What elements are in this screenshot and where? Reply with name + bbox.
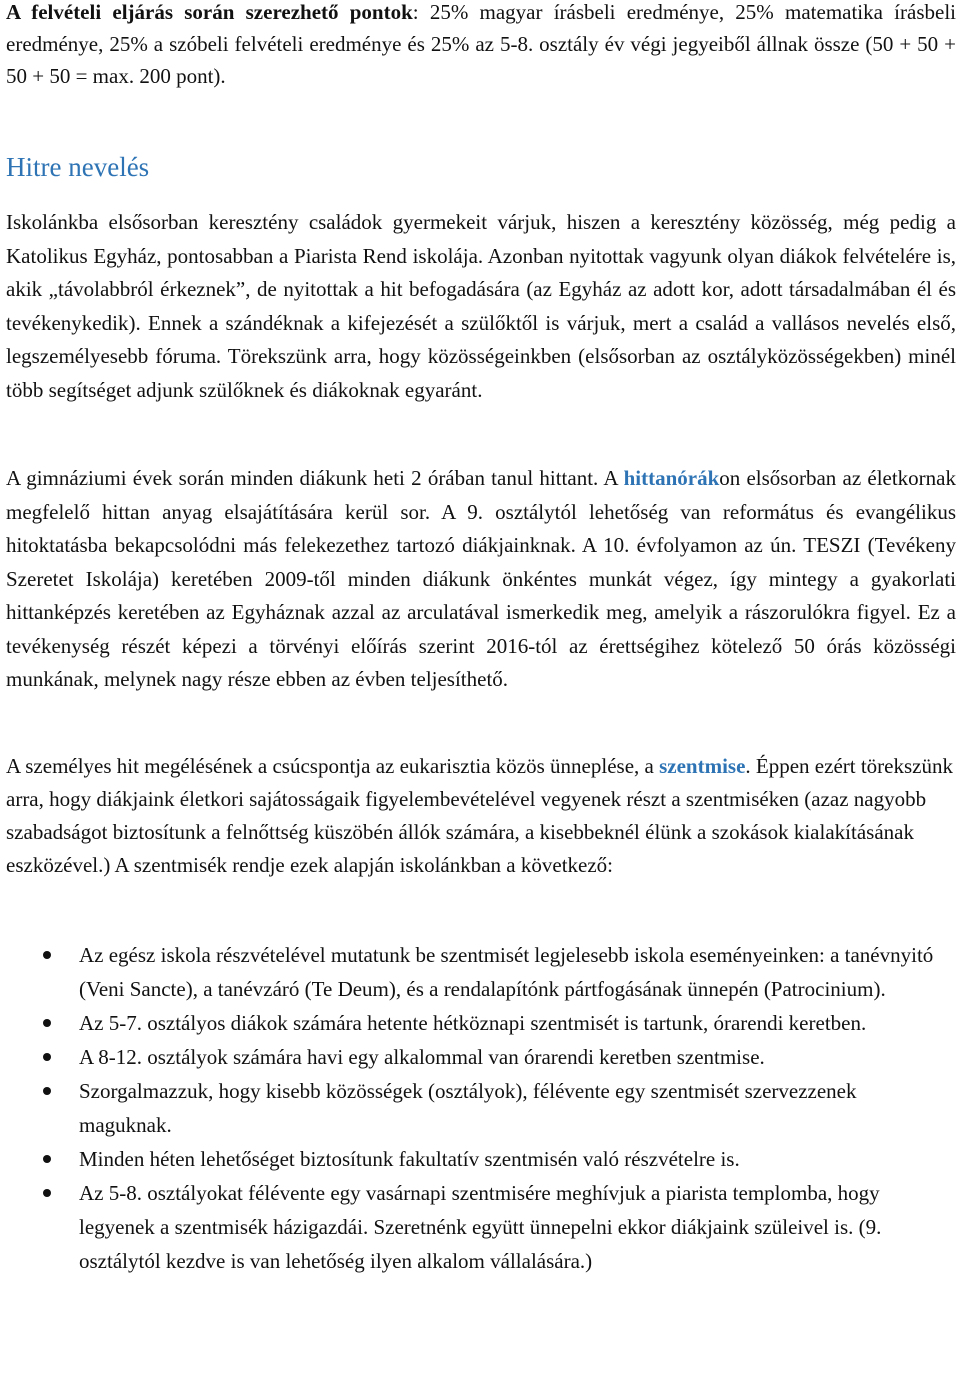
faith-education-paragraph: Iskolánkba elsősorban keresztény családok gyermekeit várjuk, hiszen a keresztény közösség, még pedig a Katolikus Egyház, pontosabban a Piarista Rend iskolája. Azonban nyitottak vagyunk olyan diákok felvételére is, akik „távolabbról érkeznek”, de nyitottak a hit befogadására (az Egyház az adott kor, adott társadalmában él és tevékenykedik). Ennek a szándéknak a kifejezését a szülőktől is várjuk, mert a család a vallásos nevelés első, legszemélyesebb fóruma. Törekszünk arra, hogy közösségeinkben (elsősorban az osztályközösségekben) minél több segítséget adjunk szülőknek és diákoknak egyaránt. bbox=[6, 210, 956, 402]
admission-points-lead: A felvételi eljárás során szerezhető pontok bbox=[6, 0, 413, 24]
list-item bbox=[6, 1040, 939, 1074]
section-heading: Hitre nevelés bbox=[6, 152, 150, 182]
list-item-text: A 8-12. osztályok számára havi egy alkalommal van órarendi keretben szentmise. bbox=[79, 1045, 765, 1069]
bullet-icon bbox=[43, 951, 51, 959]
mass-text-before: A személyes hit megélésének a csúcspontja az eukarisztia közös ünneplése, a bbox=[6, 754, 660, 778]
religion-classes-text-before: A gimnáziumi évek során minden diákunk heti 2 órában tanul hittant. A bbox=[6, 466, 624, 490]
list-item-text: Az egész iskola részvételével mutatunk be szentmisét legjelesebb iskola eseményeinken: a tanévnyitó (Veni Sancte), a tanévzáró (Te Deum), és a rendalapítónk pártfogásának ünnepén (Patrocinium). bbox=[79, 943, 934, 1001]
admission-points-text: : 25% magyar írásbeli eredménye, 25% matematika írásbeli eredménye, 25% a szóbeli felvételi eredménye és 25% az 5-8. osztály év végi jegyeiből állnak össze (50 + 50 + 50 + 50 = max. 200 pont). bbox=[6, 0, 956, 88]
list-item-text: Az 5-7. osztályos diákok számára hetente hétköznapi szentmisét is tartunk, órarendi keretben. bbox=[79, 1011, 867, 1035]
list-item-text: Szorgalmazzuk, hogy kisebb közösségek (osztályok), félévente egy szentmisét szervezzenek maguknak. bbox=[79, 1079, 857, 1137]
bullet-icon bbox=[43, 1189, 51, 1197]
szentmise-link[interactable]: szentmise bbox=[659, 754, 746, 778]
religion-classes-text-after: on elsősorban az életkornak megfelelő hittan anyag elsajátítására kerül sor. A 9. osztálytól lehetőség van református és evangélikus hitoktatásba bekapcsolódni más felekezethez tartozó diákjainknak. A 10. évfolyamon az ún. TESZI (Tevékeny Szeretet Iskolája) keretében 2009-től minden diákunk önkéntes munkát végez, így mintegy a gyakorlati hittanképzés keretében az Egyháznak azzal az arculatával ismerkedik meg, amelyik a rászorulókra figyel. Ez a tevékenység részét képezi a törvényi előírás szerint 2016-tól az érettségihez kötelező 50 órás közösségi munkának, melynek nagy része ebben az évben teljesíthető. bbox=[6, 466, 956, 691]
list-item-text: Minden héten lehetőséget biztosítunk fakultatív szentmisén való részvételre is. bbox=[79, 1147, 740, 1171]
list-item bbox=[6, 1142, 939, 1176]
bullet-icon bbox=[43, 1155, 51, 1163]
list-item bbox=[6, 1074, 939, 1142]
list-item bbox=[6, 1176, 939, 1278]
bullet-icon bbox=[43, 1087, 51, 1095]
hittanorak-link[interactable]: hittanórák bbox=[623, 466, 720, 490]
bullet-icon bbox=[43, 1053, 51, 1061]
mass-paragraph bbox=[6, 750, 956, 882]
list-item-text: Az 5-8. osztályokat félévente egy vasárnapi szentmisére meghívjuk a piarista templomba, hogy legyenek a szentmisék házigazdái. Szeretnénk együtt ünnepelni ekkor diákjaink szüleivel is. (9. osztálytól kezdve is van lehetőség ilyen alkalom vállalására.) bbox=[79, 1181, 882, 1273]
mass-schedule-list bbox=[6, 938, 956, 1278]
religion-classes-paragraph bbox=[6, 462, 956, 697]
mass-text-after: . Éppen ezért törekszünk arra, hogy diákjaink életkori sajátosságaik figyelembevételével vegyenek részt a szentmiséken (azaz nagyobb szabadságot biztosítunk a felnőttség küszöbén állók számára, a kisebbeknél élünk a szokások kialakításának eszközével.) A szentmisék rendje ezek alapján iskolánkban a következő: bbox=[6, 754, 953, 877]
bullet-icon bbox=[43, 1019, 51, 1027]
admission-points-paragraph bbox=[6, 0, 956, 92]
list-item bbox=[6, 938, 939, 1006]
list-item bbox=[6, 1006, 939, 1040]
